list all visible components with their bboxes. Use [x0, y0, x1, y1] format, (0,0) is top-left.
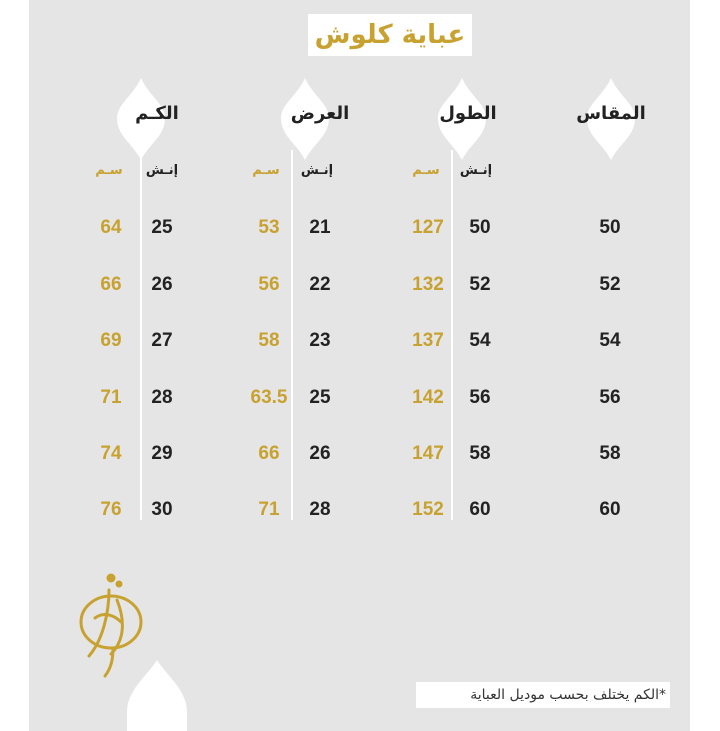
cell-sleeve-in: 26 [151, 274, 173, 295]
cell-size: 54 [599, 330, 621, 351]
header-width: العرض [290, 103, 350, 124]
unit-inch-sleeve: إنـش [145, 163, 179, 178]
unit-inch-width: إنـش [300, 163, 334, 178]
cell-length-in: 54 [469, 330, 491, 351]
cell-width-cm: 58 [258, 330, 280, 351]
cell-sleeve-in: 27 [151, 330, 173, 351]
cell-length-cm: 142 [412, 387, 444, 408]
cell-width-cm: 63.5 [250, 387, 288, 408]
cell-sleeve-in: 28 [151, 387, 173, 408]
cell-width-in: 22 [309, 274, 331, 295]
title-box [308, 14, 472, 56]
cell-sleeve-cm: 64 [100, 217, 122, 238]
calligraphy-logo-icon [81, 575, 141, 676]
cell-width-cm: 71 [258, 499, 280, 520]
cell-length-cm: 127 [412, 217, 444, 238]
cell-length-cm: 132 [412, 274, 444, 295]
cell-length-cm: 152 [412, 499, 444, 520]
cell-width-in: 26 [309, 443, 331, 464]
cell-sleeve-cm: 76 [100, 499, 122, 520]
cell-length-in: 52 [469, 274, 491, 295]
cell-width-cm: 53 [258, 217, 280, 238]
page-title: عباية كلوش [314, 20, 466, 50]
unit-cm-sleeve: سـم [95, 163, 123, 178]
cell-length-in: 58 [469, 443, 491, 464]
cell-length-cm: 147 [412, 443, 444, 464]
size-chart-panel [29, 0, 690, 731]
footnote: *الكم يختلف بحسب موديل العباية [416, 682, 670, 708]
header-sleeve: الكـم [135, 103, 179, 124]
cell-width-in: 25 [309, 387, 331, 408]
unit-inch-length: إنـش [459, 163, 493, 178]
cell-sleeve-in: 29 [151, 443, 173, 464]
unit-cm-length: سـم [412, 163, 440, 178]
cell-width-in: 28 [309, 499, 331, 520]
cell-length-cm: 137 [412, 330, 444, 351]
unit-cm-width: سـم [252, 163, 280, 178]
cell-sleeve-cm: 74 [100, 443, 122, 464]
header-length: الطول [439, 103, 497, 124]
cell-width-in: 23 [309, 330, 331, 351]
cell-length-in: 56 [469, 387, 491, 408]
header-size: المقاس [576, 103, 646, 124]
cell-sleeve-cm: 71 [100, 387, 122, 408]
cell-sleeve-in: 25 [151, 217, 173, 238]
cell-size: 50 [599, 217, 621, 238]
cell-size: 52 [599, 274, 621, 295]
cell-sleeve-cm: 69 [100, 330, 122, 351]
cell-width-cm: 66 [258, 443, 280, 464]
cell-size: 60 [599, 499, 621, 520]
cell-size: 58 [599, 443, 621, 464]
cell-sleeve-in: 30 [151, 499, 173, 520]
cell-sleeve-cm: 66 [100, 274, 122, 295]
cell-length-in: 50 [469, 217, 491, 238]
cell-length-in: 60 [469, 499, 491, 520]
cell-width-cm: 56 [258, 274, 280, 295]
cell-width-in: 21 [309, 217, 331, 238]
cell-size: 56 [599, 387, 621, 408]
